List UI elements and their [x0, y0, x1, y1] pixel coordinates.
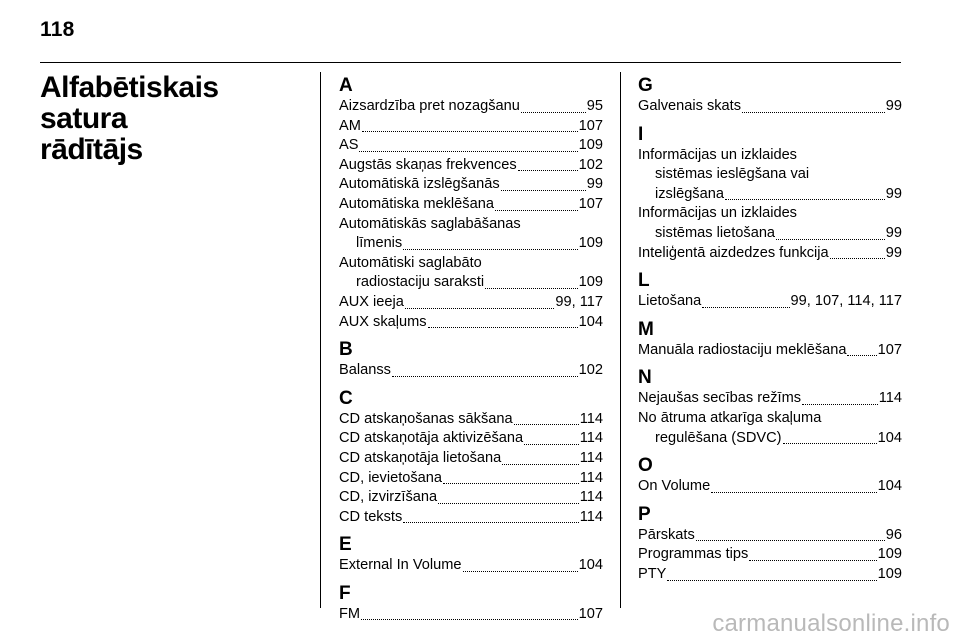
index-entry[interactable] — [339, 313, 603, 333]
dot-leader — [392, 375, 578, 377]
index-entry-term: Automātiska meklēšana — [339, 195, 494, 212]
page-reference[interactable]: 109 — [877, 546, 902, 563]
dot-leader — [521, 111, 586, 113]
index-title-line-2: rādītājs — [40, 133, 143, 166]
index-entry-term: AUX ieeja — [339, 293, 404, 310]
letter-heading: P — [638, 503, 651, 525]
dot-leader — [362, 130, 578, 132]
index-letter-group — [638, 270, 902, 312]
dot-leader — [403, 248, 577, 250]
index-entry-text: Automātiski saglabāto — [339, 254, 482, 271]
dot-leader — [438, 502, 579, 504]
page-number: 118 — [40, 18, 75, 41]
index-entry[interactable] — [339, 508, 603, 528]
page-reference[interactable]: 99 — [885, 244, 902, 261]
dot-leader — [514, 423, 579, 425]
index-entry-term: AS — [339, 137, 359, 154]
index-entry-term: Pārskats — [638, 526, 695, 543]
index-entry[interactable] — [339, 469, 603, 489]
page-reference[interactable]: 114 — [878, 390, 902, 407]
dot-leader — [696, 539, 885, 541]
index-entry[interactable] — [339, 136, 603, 156]
header-rule — [40, 62, 901, 63]
dot-leader — [776, 238, 885, 240]
index-entry[interactable] — [339, 175, 603, 195]
index-entry[interactable] — [339, 605, 603, 625]
page-reference[interactable]: 114 — [579, 430, 603, 447]
letter-heading: A — [339, 75, 353, 96]
index-entry-term: On Volume — [638, 478, 711, 495]
page-reference[interactable]: 114 — [579, 410, 603, 427]
dot-leader — [361, 618, 578, 620]
index-entry-term: Nejaušas secības režīms — [638, 390, 802, 407]
dot-leader — [524, 443, 579, 445]
index-entry-term: Inteliģentā aizdedzes funkcija — [638, 244, 829, 261]
dot-leader — [495, 209, 578, 211]
dot-leader — [711, 491, 876, 493]
page-reference[interactable]: 99 — [885, 185, 902, 202]
index-entry-term: PTY — [638, 565, 667, 582]
dot-leader — [725, 198, 885, 200]
page-reference[interactable]: 114 — [579, 489, 603, 506]
index-entry-term: Programmas tips — [638, 546, 749, 563]
letter-heading: O — [638, 455, 653, 477]
index-entry-term: Automātiskā izslēgšanās — [339, 176, 500, 193]
page-reference[interactable]: 104 — [877, 478, 902, 495]
page-reference[interactable]: 102 — [578, 156, 603, 173]
dot-leader — [463, 570, 578, 572]
column-divider-2 — [620, 72, 621, 608]
index-entry-term: CD, ievietošana — [339, 469, 443, 486]
dot-leader — [359, 150, 577, 152]
index-entry-term: Galvenais skats — [638, 98, 742, 114]
letter-heading: C — [339, 387, 353, 409]
dot-leader — [802, 403, 878, 405]
index-entry[interactable] — [339, 556, 603, 576]
index-entry-text: No ātruma atkarīga skaļuma — [638, 409, 822, 426]
index-entry[interactable] — [638, 97, 902, 117]
index-entry-term: Aizsardzība pret nozagšanu — [339, 98, 520, 114]
dot-leader — [485, 287, 577, 289]
page-reference[interactable]: 104 — [578, 557, 603, 574]
index-entry[interactable] — [638, 545, 902, 565]
page-reference[interactable]: 107 — [578, 117, 603, 134]
dot-leader — [749, 559, 876, 561]
index-letter-group — [638, 75, 902, 117]
page-reference[interactable]: 114 — [579, 469, 603, 486]
index-entry-text: Informācijas un izklaides — [638, 205, 797, 222]
index-entry[interactable] — [638, 565, 902, 585]
page-reference[interactable]: 109 — [877, 565, 902, 582]
index-entry-term: AUX skaļums — [339, 313, 427, 330]
index-entry-term: External In Volume — [339, 557, 462, 574]
index-entry-term: Balanss — [339, 362, 391, 379]
index-entry[interactable] — [339, 429, 603, 449]
page-reference[interactable]: 95 — [586, 98, 603, 114]
letter-heading: B — [339, 339, 353, 361]
index-letter-group — [638, 319, 902, 361]
index-column-2 — [638, 75, 902, 592]
index-entry-text: sistēmas ieslēgšana vai — [655, 166, 810, 183]
index-entry[interactable] — [339, 488, 603, 508]
index-letter-group — [638, 124, 902, 264]
index-entry-term: izslēgšana — [655, 185, 724, 202]
index-entry[interactable] — [339, 273, 603, 293]
index-entry[interactable] — [339, 195, 603, 215]
index-letter-group — [339, 388, 603, 528]
page-reference[interactable]: 109 — [578, 137, 603, 154]
dot-leader — [443, 482, 579, 484]
page-reference[interactable]: 104 — [578, 313, 603, 330]
index-entry-text: Automātiskās saglabāšanas — [339, 215, 521, 232]
dot-leader — [428, 326, 578, 328]
index-letter-group — [638, 504, 902, 585]
index-entry-term: CD, izvirzīšana — [339, 489, 438, 506]
index-entry-term: Manuāla radiostaciju meklēšana — [638, 341, 847, 358]
page-reference[interactable]: 99, 107, 114, 117 — [790, 293, 902, 310]
index-entry[interactable] — [638, 526, 902, 546]
page-reference[interactable]: 109 — [578, 274, 603, 291]
dot-leader — [702, 306, 789, 308]
index-letter-group — [339, 75, 603, 332]
page-reference[interactable]: 99 — [586, 176, 603, 193]
letter-heading: L — [638, 270, 650, 292]
dot-leader — [742, 111, 885, 113]
dot-leader — [501, 189, 586, 191]
letter-heading: F — [339, 582, 351, 604]
dot-leader — [830, 257, 885, 259]
index-letter-group — [339, 583, 603, 625]
index-letter-group — [339, 339, 603, 381]
index-entry-term: radiostaciju saraksti — [356, 274, 485, 291]
index-entry[interactable] — [339, 117, 603, 137]
dot-leader — [502, 463, 578, 465]
page-reference[interactable]: 99 — [885, 98, 902, 114]
watermark-text: carmanualsonline.info — [712, 610, 950, 637]
index-entry-term: CD atskaņotāja aktivizēšana — [339, 430, 524, 447]
index-letter-group — [339, 534, 603, 576]
index-entry-term: AM — [339, 117, 361, 134]
letter-heading: G — [638, 75, 653, 96]
index-entry[interactable] — [638, 389, 902, 409]
index-entry[interactable] — [638, 244, 902, 264]
index-entry-term: līmenis — [356, 235, 403, 252]
index-entry-term: regulēšana (SDVC) — [655, 429, 782, 446]
page-reference[interactable]: 104 — [877, 429, 902, 446]
letter-heading: E — [339, 534, 352, 556]
page-reference[interactable]: 107 — [578, 605, 603, 622]
index-entry[interactable] — [638, 185, 902, 205]
column-divider-1 — [320, 72, 321, 608]
index-column-1 — [339, 75, 603, 631]
page-reference[interactable]: 99, 117 — [555, 293, 603, 310]
index-entry[interactable] — [339, 293, 603, 313]
letter-heading: M — [638, 318, 654, 340]
index-entry[interactable] — [339, 234, 603, 254]
page-reference[interactable]: 107 — [578, 195, 603, 212]
page-reference[interactable]: 114 — [579, 449, 603, 466]
page-reference[interactable]: 109 — [578, 235, 603, 252]
page-reference[interactable]: 107 — [877, 341, 902, 358]
dot-leader — [847, 354, 876, 356]
index-entry[interactable] — [638, 341, 902, 361]
dot-leader — [667, 579, 876, 581]
index-entry[interactable] — [638, 477, 902, 497]
index-entry[interactable] — [638, 292, 902, 312]
dot-leader — [518, 169, 578, 171]
index-entry[interactable] — [339, 156, 603, 176]
page-reference[interactable]: 114 — [579, 508, 603, 525]
index-entry-term: Augstās skaņas frekvences — [339, 156, 517, 173]
dot-leader — [405, 307, 554, 309]
page-reference[interactable]: 99 — [885, 224, 902, 241]
page-reference[interactable]: 96 — [885, 526, 902, 543]
page-reference[interactable]: 102 — [578, 362, 603, 379]
index-entry[interactable] — [638, 224, 902, 244]
index-entry[interactable] — [638, 429, 902, 449]
index-entry[interactable] — [339, 449, 603, 469]
index-entry[interactable] — [339, 97, 603, 117]
index-entry[interactable] — [339, 410, 603, 430]
index-entry-term: sistēmas lietošana — [655, 224, 776, 241]
index-entry[interactable] — [339, 361, 603, 381]
index-entry-term: CD atskaņošanas sākšana — [339, 410, 513, 427]
index-title-line-1: Alfabētiskais satura — [40, 71, 219, 135]
letter-heading: N — [638, 367, 652, 389]
index-title — [40, 72, 310, 165]
index-entry-text: Informācijas un izklaides — [638, 146, 797, 163]
index-letter-group — [638, 455, 902, 497]
index-entry-term: Lietošana — [638, 293, 702, 310]
index-entry-term: CD atskaņotāja lietošana — [339, 449, 502, 466]
dot-leader — [403, 521, 578, 523]
dot-leader — [783, 442, 877, 444]
index-entry-term: CD teksts — [339, 508, 403, 525]
index-letter-group — [638, 367, 902, 448]
letter-heading: I — [638, 123, 644, 145]
index-entry-term: FM — [339, 605, 361, 622]
